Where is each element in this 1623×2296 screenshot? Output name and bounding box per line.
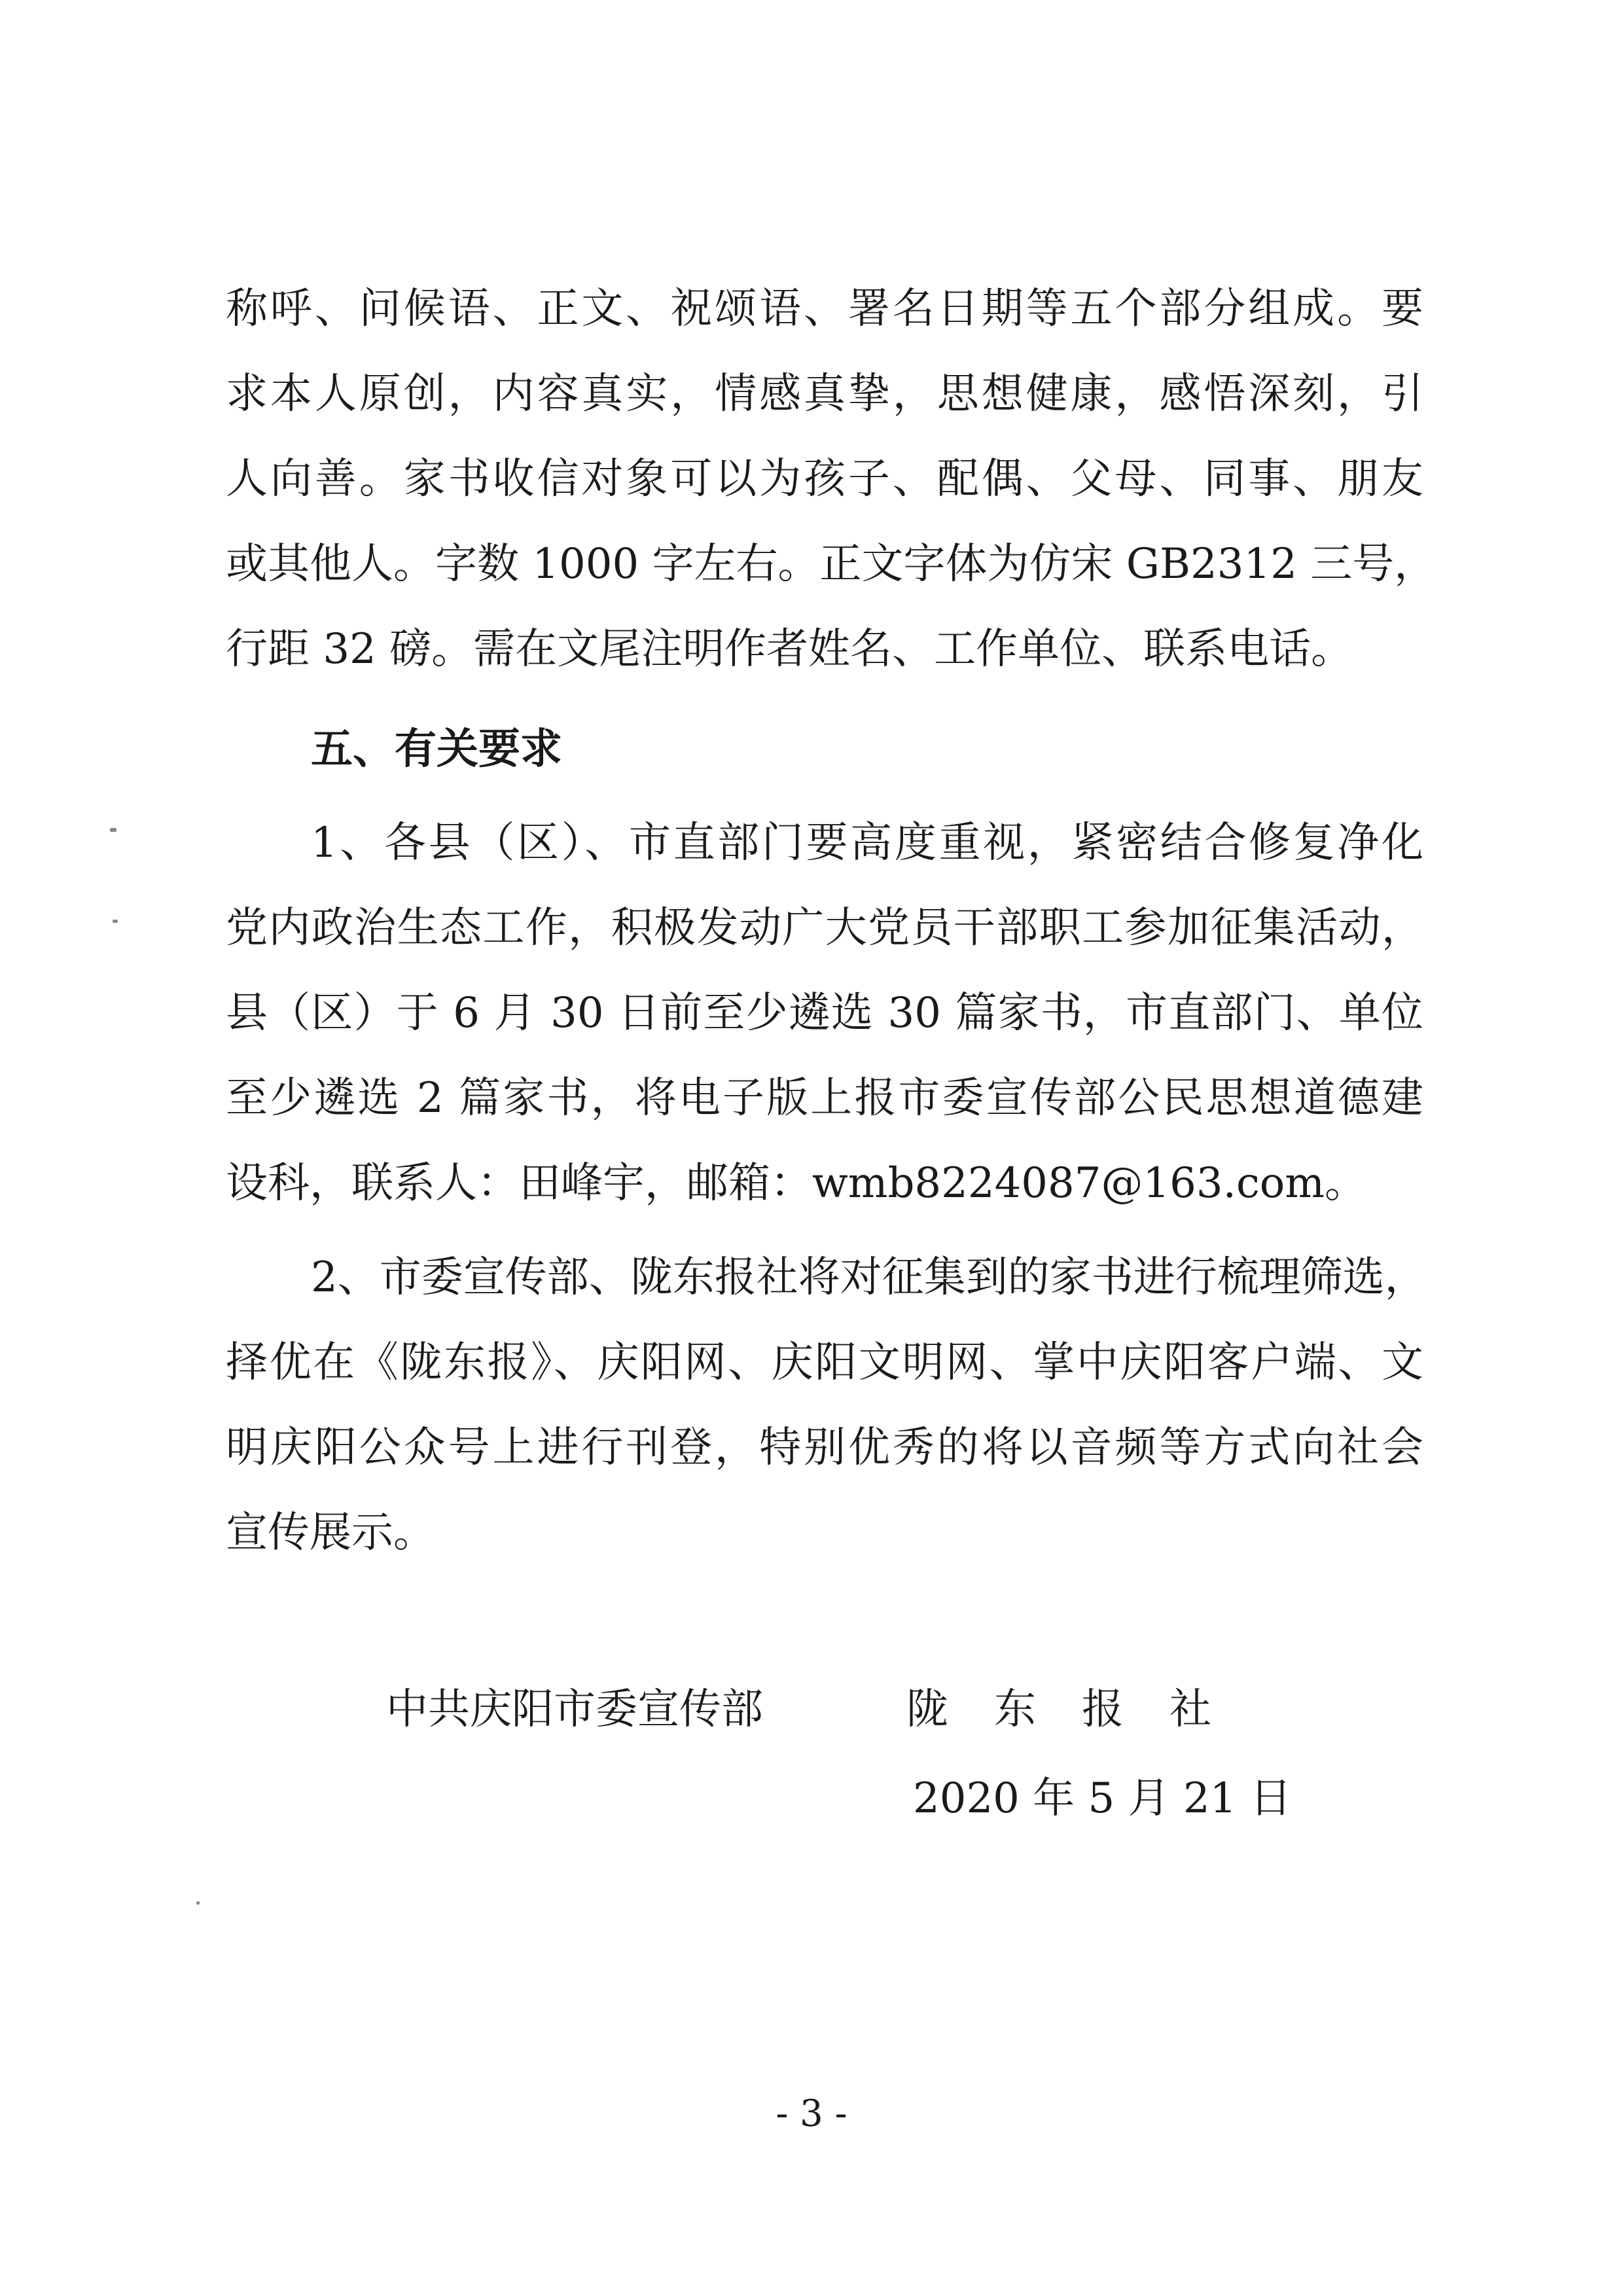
- body-line: 至少遴选 2 篇家书，将电子版上报市委宣传部公民思想道德建: [226, 1074, 1423, 1122]
- body-line: 行距 32 磅。需在文尾注明作者姓名、工作单位、联系电话。: [226, 625, 1353, 673]
- body-line: 2、市委宣传部、陇东报社将对征集到的家书进行梳理筛选，: [311, 1253, 1427, 1302]
- body-line: 1、各县（区）、市直部门要高度重视，紧密结合修复净化: [311, 819, 1423, 867]
- body-line: 择优在《陇东报》、庆阳网、庆阳文明网、掌中庆阳客户端、文: [226, 1338, 1423, 1387]
- body-line: 宣传展示。: [226, 1509, 435, 1557]
- body-line: 或其他人。字数 1000 字左右。正文字体为仿宋 GB2312 三号，: [226, 540, 1436, 588]
- signature-date: 2020 年 5 月 21 日: [913, 1774, 1292, 1823]
- body-line: 党内政治生态工作，积极发动广大党员干部职工参加征集活动，: [226, 904, 1423, 952]
- body-line: 县（区）于 6 月 30 日前至少遴选 30 篇家书，市直部门、单位: [226, 989, 1423, 1037]
- body-line: 明庆阳公众号上进行刊登，特别优秀的将以音频等方式向社会: [226, 1424, 1423, 1472]
- scan-speck: [113, 920, 118, 923]
- body-line: 称呼、问候语、正文、祝颂语、署名日期等五个部分组成。要: [226, 285, 1423, 333]
- body-line: 求本人原创，内容真实，情感真挚，思想健康，感悟深刻，引: [226, 370, 1423, 418]
- signature-org-propaganda-dept: 中共庆阳市委宣传部: [386, 1685, 763, 1734]
- page-number: - 3 -: [776, 2092, 847, 2135]
- body-line: 设科，联系人：田峰宇，邮箱：wmb8224087@163.com。: [226, 1159, 1367, 1208]
- signature-org-newspaper: 陇东报社: [906, 1685, 1257, 1734]
- scan-speck: [110, 828, 116, 832]
- scan-speck: [196, 1901, 200, 1905]
- section-heading: 五、有关要求: [311, 725, 562, 774]
- body-line: 人向善。家书收信对象可以为孩子、配偶、父母、同事、朋友: [226, 455, 1423, 503]
